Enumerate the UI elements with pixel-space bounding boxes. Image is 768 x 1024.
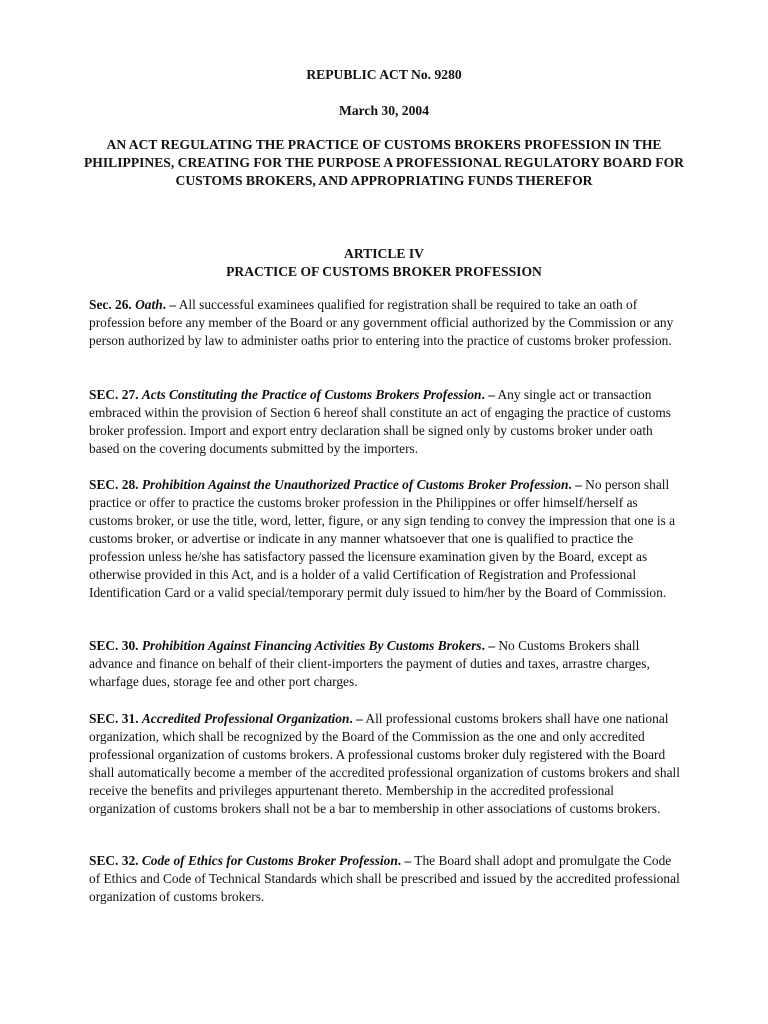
article-title: PRACTICE OF CUSTOMS BROKER PROFESSION [226,264,542,279]
section-heading: Accredited Professional Organization [141,711,350,726]
act-number: REPUBLIC ACT No. 9280 [306,67,462,82]
section-dash: . – [162,297,177,312]
section-body: All successful examinees qualified for registration shall be required to take an oath of profession before any member of the Board or any government official authorized by the Commission or any person authorized by law to administer oaths prior to entering into the practice of customs broker profession. [89,297,674,348]
section-dash: . – [568,477,582,492]
section-dash: . – [397,853,412,868]
section-dash: . – [481,638,496,653]
section-26 [89,296,681,350]
section-heading: Prohibition Against Financing Activities By Customs Brokers [141,638,482,653]
section-body: No person shall practice or offer to practice the customs broker profession in the Philippines or offer himself/herself as customs broker, or use the title, word, letter, figure, or any sign tending to convey the impression that one is a customs broker, or advertise or indicate in any manner whatsoever that one is qualified to practice the profession unless he/she has satisfactory passed the licensure examination given by the Board, except as otherwise provided in this Act, and is a holder of a valid Certification of Registration and Professional Identification Card or a valid special/temporary permit duly issued to him/her by the Board of Commission. [89,477,676,600]
section-dash: . – [349,711,363,726]
act-date: March 30, 2004 [339,103,429,118]
section-number: SEC. 32. [89,853,139,868]
section-number: SEC. 30. [89,638,139,653]
section-number: Sec. 26. [89,297,132,312]
section-30 [89,637,681,691]
section-heading: Acts Constituting the Practice of Customs Brokers Profession [141,387,482,402]
article-heading [0,245,768,281]
section-number: SEC. 27. [89,387,139,402]
section-heading: Prohibition Against the Unauthorized Practice of Customs Broker Profession [141,477,569,492]
section-body: The Board shall adopt and promulgate the Code of Ethics and Code of Technical Standards which shall be prescribed and issued by the accredited professional organization of customs brokers. [89,853,680,904]
section-28 [89,476,681,602]
section-body: All professional customs brokers shall have one national organization, which shall be recognized by the Board of the Commission as the one and only accredited professional organization of customs brokers. A professional customs broker duly registered with the Board shall automatically become a member of the accredited professional organization of customs brokers and shall receive the benefits and privileges appurtenant thereto. Membership in the accredited professional organization of customs brokers shall not be a bar to membership in other associations of customs brokers. [89,711,680,816]
section-heading: Oath [135,297,163,312]
section-body: No Customs Brokers shall advance and finance on behalf of their client-importers the payment of duties and taxes, arrastre charges, wharfage dues, storage fee and other port charges. [89,638,650,689]
section-27 [89,386,681,458]
act-title: AN ACT REGULATING THE PRACTICE OF CUSTOMS BROKERS PROFESSION IN THE PHILIPPINES, CREATING FOR THE PURPOSE A PROFESSIONAL REGULATORY BOARD FOR CUSTOMS BROKERS, AND APPROPRIATING FUNDS THEREFOR [84,137,685,188]
section-31 [89,710,681,818]
section-dash: . – [481,387,495,402]
section-body: Any single act or transaction embraced within the provision of Section 6 hereof shall constitute an act of engaging the practice of customs broker profession. Import and export entry declaration shall be signed only by customs broker under oath based on the covering documents submitted by the importers. [89,387,671,456]
section-number: SEC. 28. [89,477,139,492]
article-number: ARTICLE IV [344,246,424,261]
section-heading: Code of Ethics for Customs Broker Profession [141,853,398,868]
section-32 [89,852,681,906]
section-number: SEC. 31. [89,711,139,726]
